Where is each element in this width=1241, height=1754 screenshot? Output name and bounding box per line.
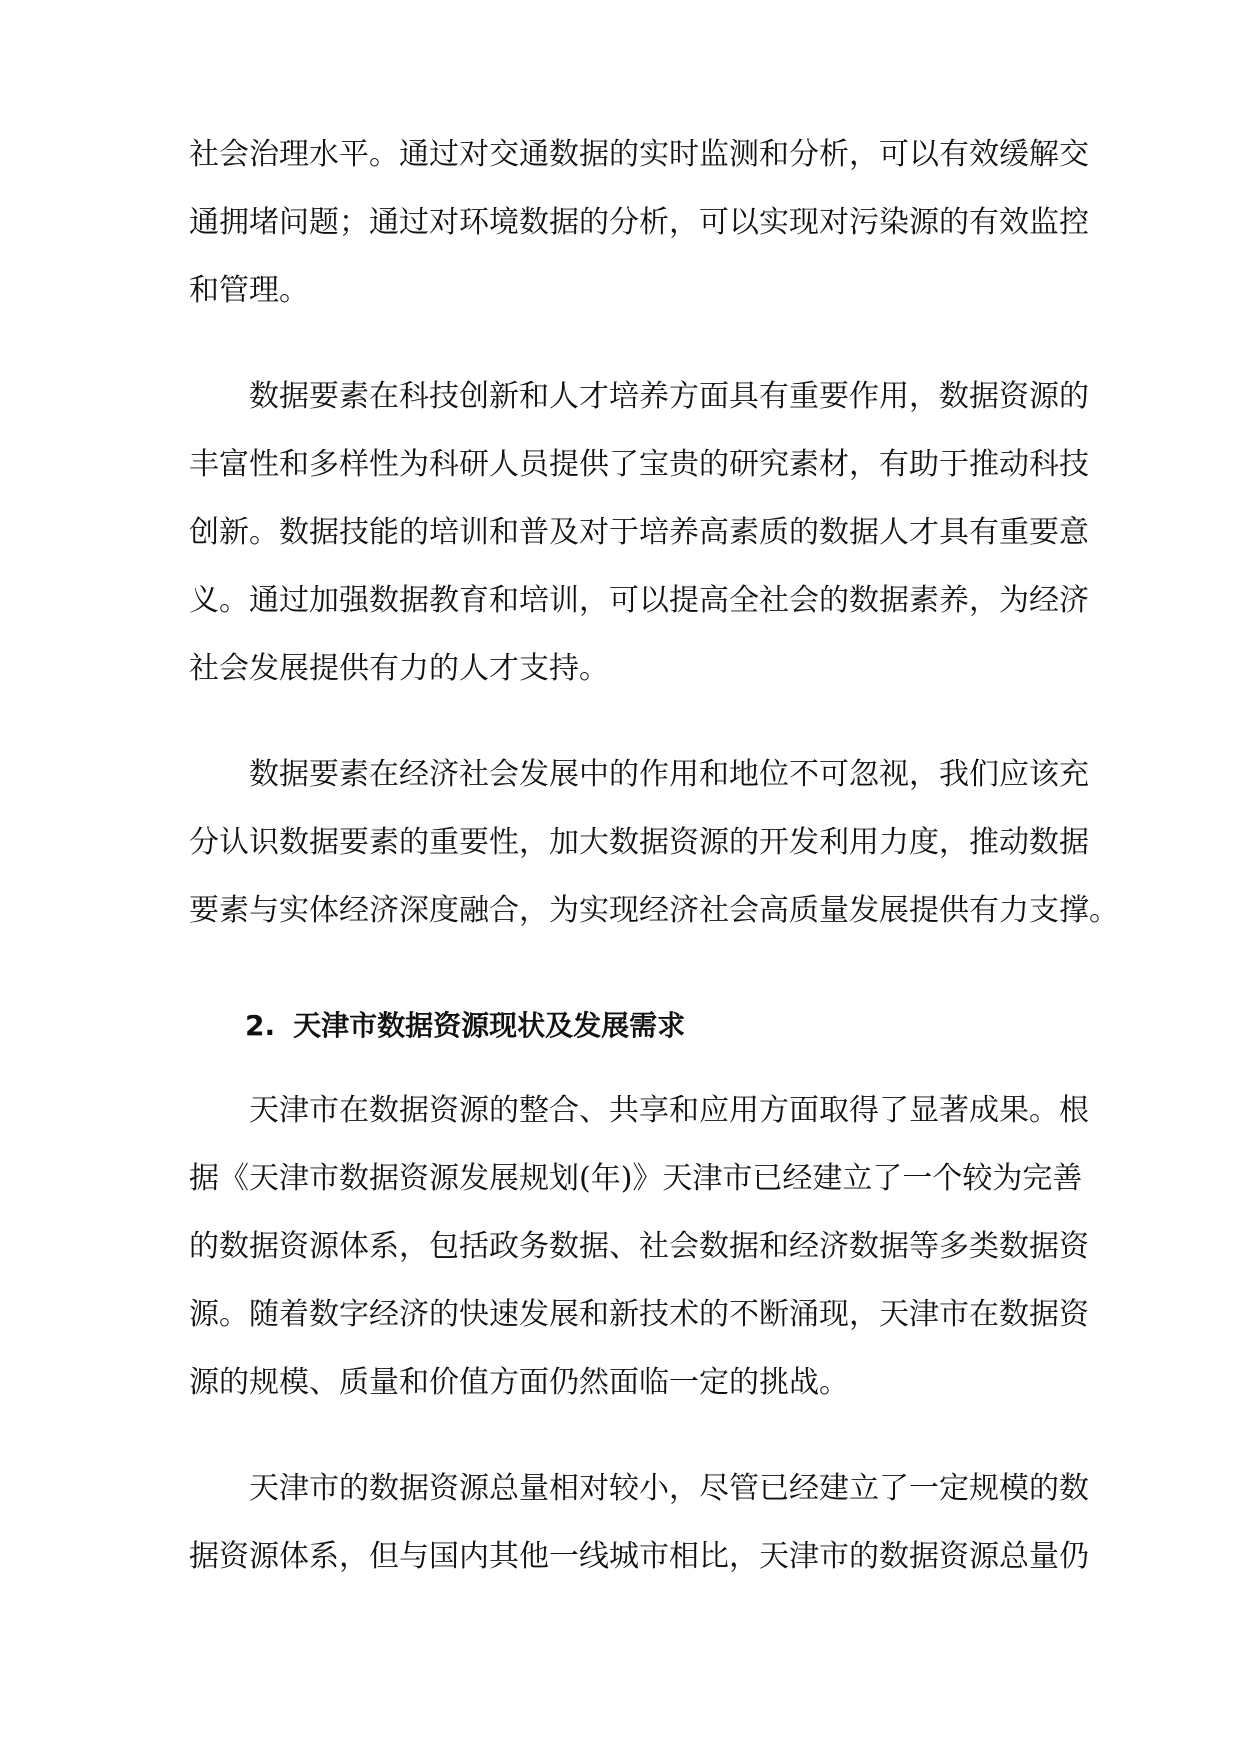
paragraph-2-line-2: 丰富性和多样性为科研人员提供了宝贵的研究素材，有助于推动科技 — [189, 447, 1089, 482]
section-paragraph-1-line-4: 源。随着数字经济的快速发展和新技术的不断涌现，天津市在数据资 — [189, 1297, 1089, 1332]
section-heading-number: 2. — [245, 1009, 276, 1042]
section-paragraph-2-line-1: 天津市的数据资源总量相对较小，尽管已经建立了一定规模的数 — [249, 1471, 1089, 1506]
section-heading — [245, 1004, 685, 1048]
paragraph-3-line-3: 要素与实体经济深度融合，为实现经济社会高质量发展提供有力支撑。 — [189, 893, 1119, 928]
paragraph-1-line-1: 社会治理水平。通过对交通数据的实时监测和分析，可以有效缓解交 — [189, 137, 1089, 172]
section-paragraph-1-line-1: 天津市在数据资源的整合、共享和应用方面取得了显著成果。根 — [249, 1093, 1089, 1128]
section-paragraph-1-line-2: 据《天津市数据资源发展规划(年)》天津市已经建立了一个较为完善 — [189, 1161, 1083, 1196]
paragraph-2-line-5: 社会发展提供有力的人才支持。 — [189, 651, 609, 686]
paragraph-2-line-4: 义。通过加强数据教育和培训，可以提高全社会的数据素养，为经济 — [189, 583, 1089, 618]
section-paragraph-1-line-3: 的数据资源体系，包括政务数据、社会数据和经济数据等多类数据资 — [189, 1229, 1089, 1264]
section-paragraph-2-line-2: 据资源体系，但与国内其他一线城市相比，天津市的数据资源总量仍 — [189, 1539, 1089, 1574]
paragraph-2-line-1: 数据要素在科技创新和人才培养方面具有重要作用，数据资源的 — [249, 379, 1089, 414]
section-heading-title: 天津市数据资源现状及发展需求 — [293, 1009, 686, 1042]
paragraph-1-line-3: 和管理。 — [189, 273, 309, 308]
paragraph-1-line-2: 通拥堵问题；通过对环境数据的分析，可以实现对污染源的有效监控 — [189, 205, 1089, 240]
section-paragraph-1-line-5: 源的规模、质量和价值方面仍然面临一定的挑战。 — [189, 1365, 849, 1400]
paragraph-3-line-2: 分认识数据要素的重要性，加大数据资源的开发利用力度，推动数据 — [189, 825, 1089, 860]
paragraph-2-line-3: 创新。数据技能的培训和普及对于培养高素质的数据人才具有重要意 — [189, 515, 1089, 550]
paragraph-3-line-1: 数据要素在经济社会发展中的作用和地位不可忽视，我们应该充 — [249, 757, 1089, 792]
